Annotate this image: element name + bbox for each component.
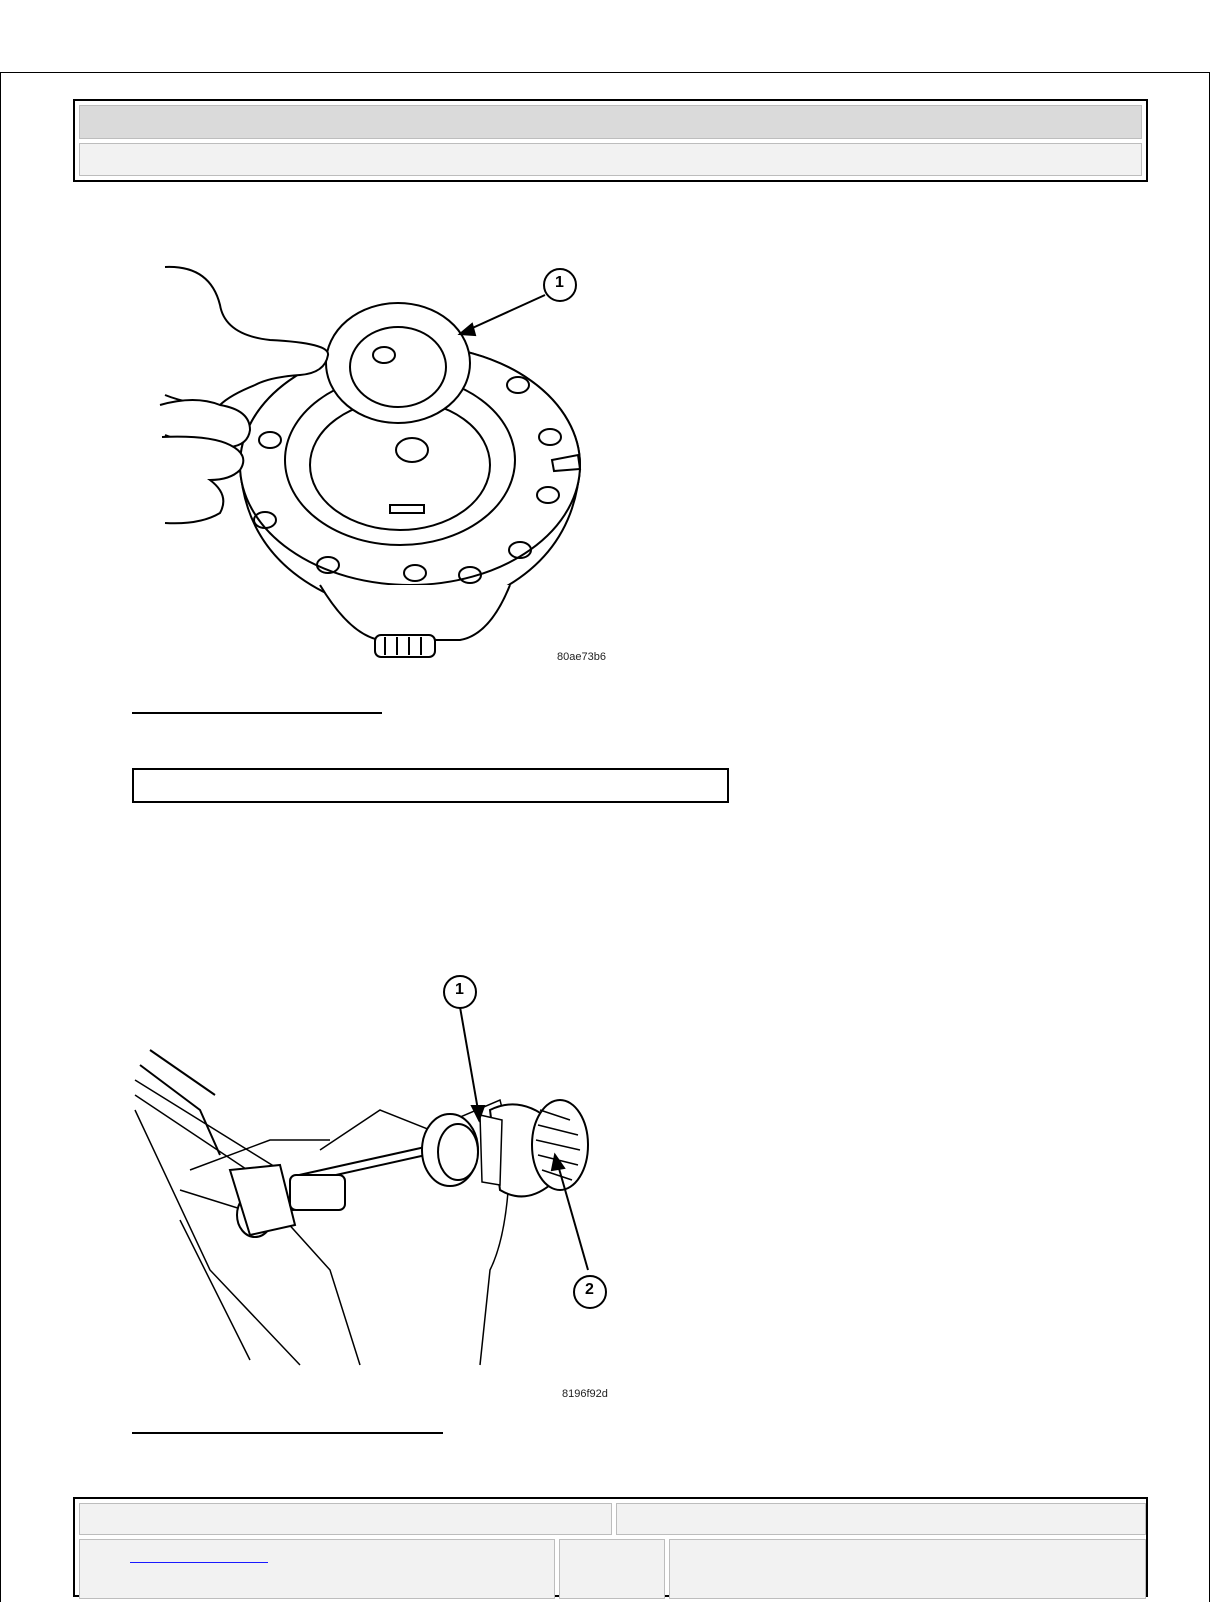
footer-cell bbox=[616, 1503, 1146, 1535]
figure-differential-case bbox=[150, 255, 620, 675]
header-title-bar bbox=[79, 105, 1142, 139]
figure-caption-rule bbox=[132, 1432, 443, 1434]
figure-code: 80ae73b6 bbox=[557, 651, 606, 663]
header-subtitle-bar bbox=[79, 143, 1142, 176]
footer-link-cell bbox=[79, 1539, 555, 1599]
page-header bbox=[73, 99, 1148, 182]
pinion-press-illustration bbox=[130, 970, 620, 1410]
footer-cell bbox=[669, 1539, 1146, 1599]
figure-pinion-press bbox=[130, 970, 620, 1410]
footer-cell bbox=[79, 1503, 612, 1535]
callout-2-label: 2 bbox=[585, 1281, 594, 1298]
footer-cell bbox=[559, 1539, 665, 1599]
footer-link[interactable] bbox=[130, 1562, 268, 1563]
figure-code: 8196f92d bbox=[562, 1388, 608, 1400]
note-box bbox=[132, 768, 729, 803]
page-footer bbox=[73, 1497, 1148, 1597]
differential-case-illustration bbox=[150, 255, 620, 675]
callout-1-label: 1 bbox=[555, 274, 564, 291]
callout-1-label: 1 bbox=[455, 981, 464, 998]
figure-caption-rule bbox=[132, 712, 382, 714]
